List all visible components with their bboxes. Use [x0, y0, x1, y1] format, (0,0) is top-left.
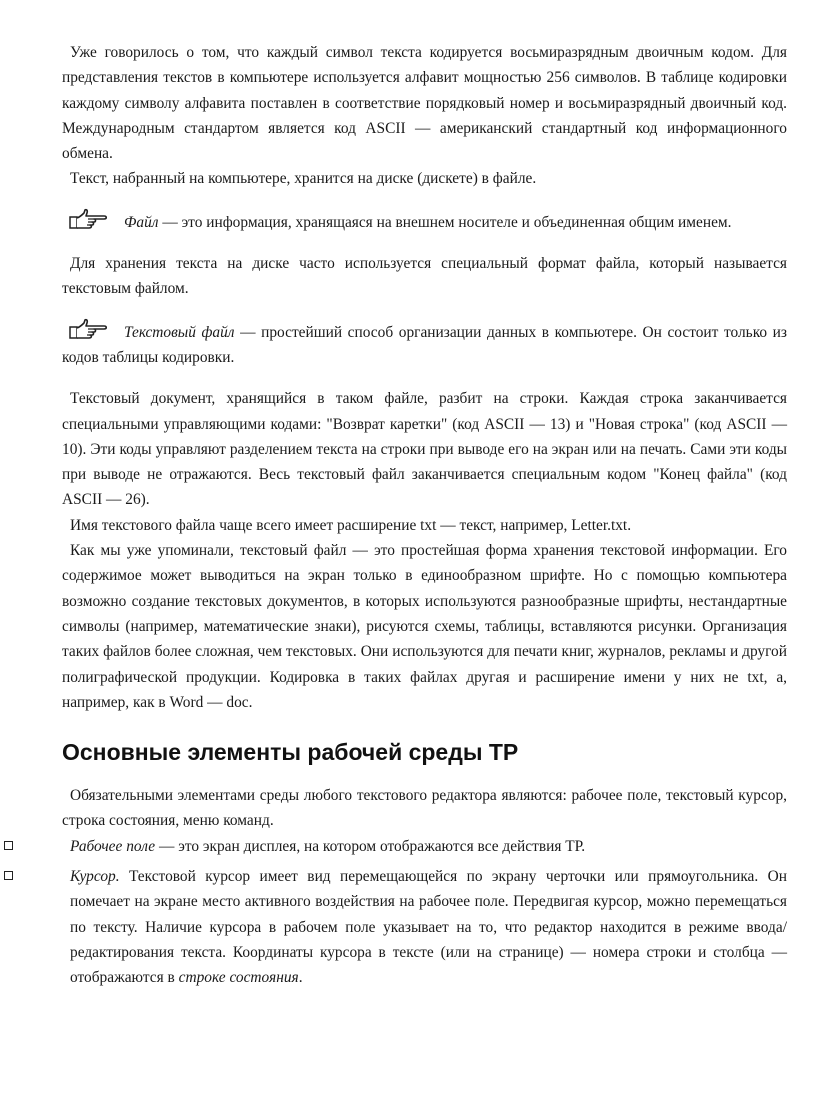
section-intro: Обязательными элементами среды любого текстового редактора являются: рабочее поле, текстовый курсор, строка состояния, меню команд.	[62, 787, 787, 830]
definition-file	[62, 208, 787, 235]
section-heading: Основные элементы рабочей среды ТР	[62, 739, 519, 766]
list-item	[62, 864, 787, 990]
paragraph-text-file-format: Для хранения текста на диске часто используется специальный формат файла, который называется текстовым файлом.	[62, 255, 787, 298]
list-item-term: Курсор.	[70, 868, 120, 886]
pointing-hand-icon	[68, 318, 110, 340]
paragraph-ascii: Уже говорилось о том, что каждый символ текста кодируется восьмиразрядным двоичным кодом. Для представления текстов в компьютере используется алфавит мощностью 256 символов. В таблице кодировки каждому символу алфавита поставлен в соответствие порядковый номер и восьмиразрядный двоичный код. Международным стандартом является код ASCII — американский стандартный код информационного обмена.	[62, 44, 787, 163]
list-item-term: Рабочее поле	[70, 837, 156, 855]
list-item-tail: .	[298, 969, 303, 987]
document-page	[62, 40, 787, 991]
paragraph-formatted-documents: Как мы уже упоминали, текстовый файл — это простейшая форма хранения текстовой информации. Его содержимое может выводиться на экран только в единообразном шрифте. Но с помощью компьютера возможно создание текстовых документов, в которых используются разнообразные шрифты, нестандартные символы (например, математические знаки), рисуются схемы, таблицы, вставляются рисунки. Организация таких файлов более сложная, чем текстовых. Они используются для печати книг, журналов, рекламы и другой полиграфической продукции. Кодировка в таких файлах другая и расширение имени у них не txt, а, например, как в Word — doc.	[62, 542, 787, 711]
paragraph-extension: Имя текстового файла чаще всего имеет расширение txt — текст, например, Letter.txt.	[70, 516, 632, 534]
checkbox-bullet-icon	[4, 871, 13, 880]
list-item	[62, 834, 787, 859]
list-item-term-status-line: строке состояния	[178, 969, 299, 987]
definition-text: — это информация, хранящаяся на внешнем носителе и объединенная общим именем.	[158, 213, 732, 231]
definition-term: Файл	[124, 213, 159, 231]
list-item-text: — это экран дисплея, на котором отображаются все действия ТР.	[155, 837, 586, 855]
paragraph-file-storage: Текст, набранный на компьютере, хранится на диске (дискете) в файле.	[70, 170, 537, 188]
list-item-text: Текстовой курсор имеет вид перемещающейся по экрану черточки или прямоугольника. Он помечает на экране место активного воздействия на рабочее поле. Передвигая курсор, можно перемещаться по тексту. Наличие курсора в рабочем поле указывает на то, что редактор находится в режиме ввода/редактирования текста. Координаты курсора в тексте (или на странице) — номера строки и столбца — отображаются в	[70, 868, 787, 987]
checkbox-bullet-icon	[4, 841, 13, 850]
paragraph-lines-codes: Текстовый документ, хранящийся в таком файле, разбит на строки. Каждая строка заканчивается специальными управляющими кодами: "Возврат каретки" (код ASCII — 13) и "Новая строка" (код ASCII — 10). Эти коды управляют разделением текста на строки при выводе его на экран или на печать. Сами эти коды при выводе не отражаются. Весь текстовый файл заканчивается специальным кодом "Конец файла" (код ASCII — 26).	[62, 390, 787, 509]
elements-list	[62, 834, 787, 991]
definition-text: — простейший способ организации данных в компьютере. Он состоит только из кодов таблицы кодировки.	[62, 323, 787, 366]
pointing-hand-icon	[68, 208, 110, 230]
definition-text-file	[62, 318, 787, 371]
definition-term: Текстовый файл	[124, 323, 235, 341]
